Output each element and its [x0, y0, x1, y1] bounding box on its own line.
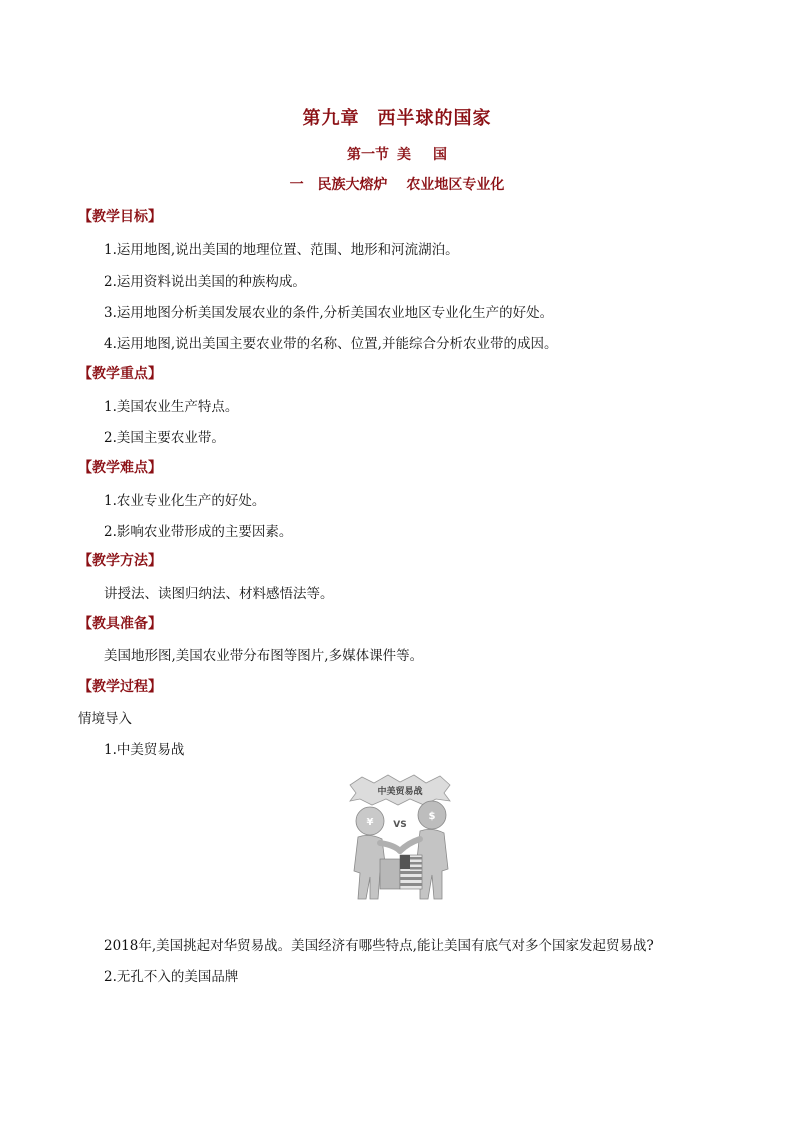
goal-item-1: 1.运用地图,说出美国的地理位置、范围、地形和河流湖泊。 [104, 242, 459, 258]
key-point-item-2: 2.美国主要农业带。 [104, 430, 225, 446]
right-figure-arm [400, 839, 420, 851]
difficulties-heading: 【教学难点】 [78, 460, 162, 476]
goal-item-2: 2.运用资料说出美国的种族构成。 [104, 274, 306, 290]
us-flag-panel [400, 855, 422, 889]
difficulty-item-1: 1.农业专业化生产的好处。 [104, 493, 266, 509]
yuan-symbol-icon: ¥ [366, 817, 374, 828]
section-name-b: 国 [433, 147, 447, 163]
process-intro: 情境导入 [78, 711, 132, 727]
chapter-title [0, 104, 794, 130]
goal-item-4: 4.运用地图,说出美国主要农业带的名称、位置,并能综合分析农业带的成因。 [104, 336, 558, 352]
tools-heading: 【教具准备】 [78, 616, 162, 632]
process-paragraph: 2018年,美国挑起对华贸易战。美国经济有哪些特点,能让美国有底气对多个国家发起贸易战? [104, 938, 654, 954]
process-heading: 【教学过程】 [78, 679, 162, 695]
process-item-2: 2.无孔不入的美国品牌 [104, 969, 239, 985]
process-item-1: 1.中美贸易战 [104, 742, 185, 758]
vs-text: VS [393, 820, 407, 830]
difficulty-item-2: 2.影响农业带形成的主要因素。 [104, 524, 293, 540]
banner-text: 中美贸易战 [377, 787, 423, 797]
chapter-name: 西半球的国家 [377, 108, 492, 129]
section-title [0, 144, 794, 164]
goal-item-3: 3.运用地图分析美国发展农业的条件,分析美国农业地区专业化生产的好处。 [104, 305, 554, 321]
dollar-symbol-icon: $ [428, 811, 436, 822]
key-point-item-1: 1.美国农业生产特点。 [104, 399, 239, 415]
goals-heading: 【教学目标】 [78, 209, 162, 225]
trade-war-illustration [340, 773, 460, 903]
china-flag-panel [380, 859, 400, 889]
tools-text: 美国地形图,美国农业带分布图等图片,多媒体课件等。 [104, 648, 424, 664]
methods-text: 讲授法、读图归纳法、材料感悟法等。 [104, 586, 334, 602]
section-number: 第一节 [347, 147, 389, 163]
lesson-subtitle: 一 民族大熔炉 农业地区专业化 [289, 177, 505, 193]
chapter-number: 第九章 [302, 108, 360, 129]
section-name-a: 美 [397, 147, 411, 163]
methods-heading: 【教学方法】 [78, 553, 162, 569]
key-points-heading: 【教学重点】 [78, 366, 162, 382]
